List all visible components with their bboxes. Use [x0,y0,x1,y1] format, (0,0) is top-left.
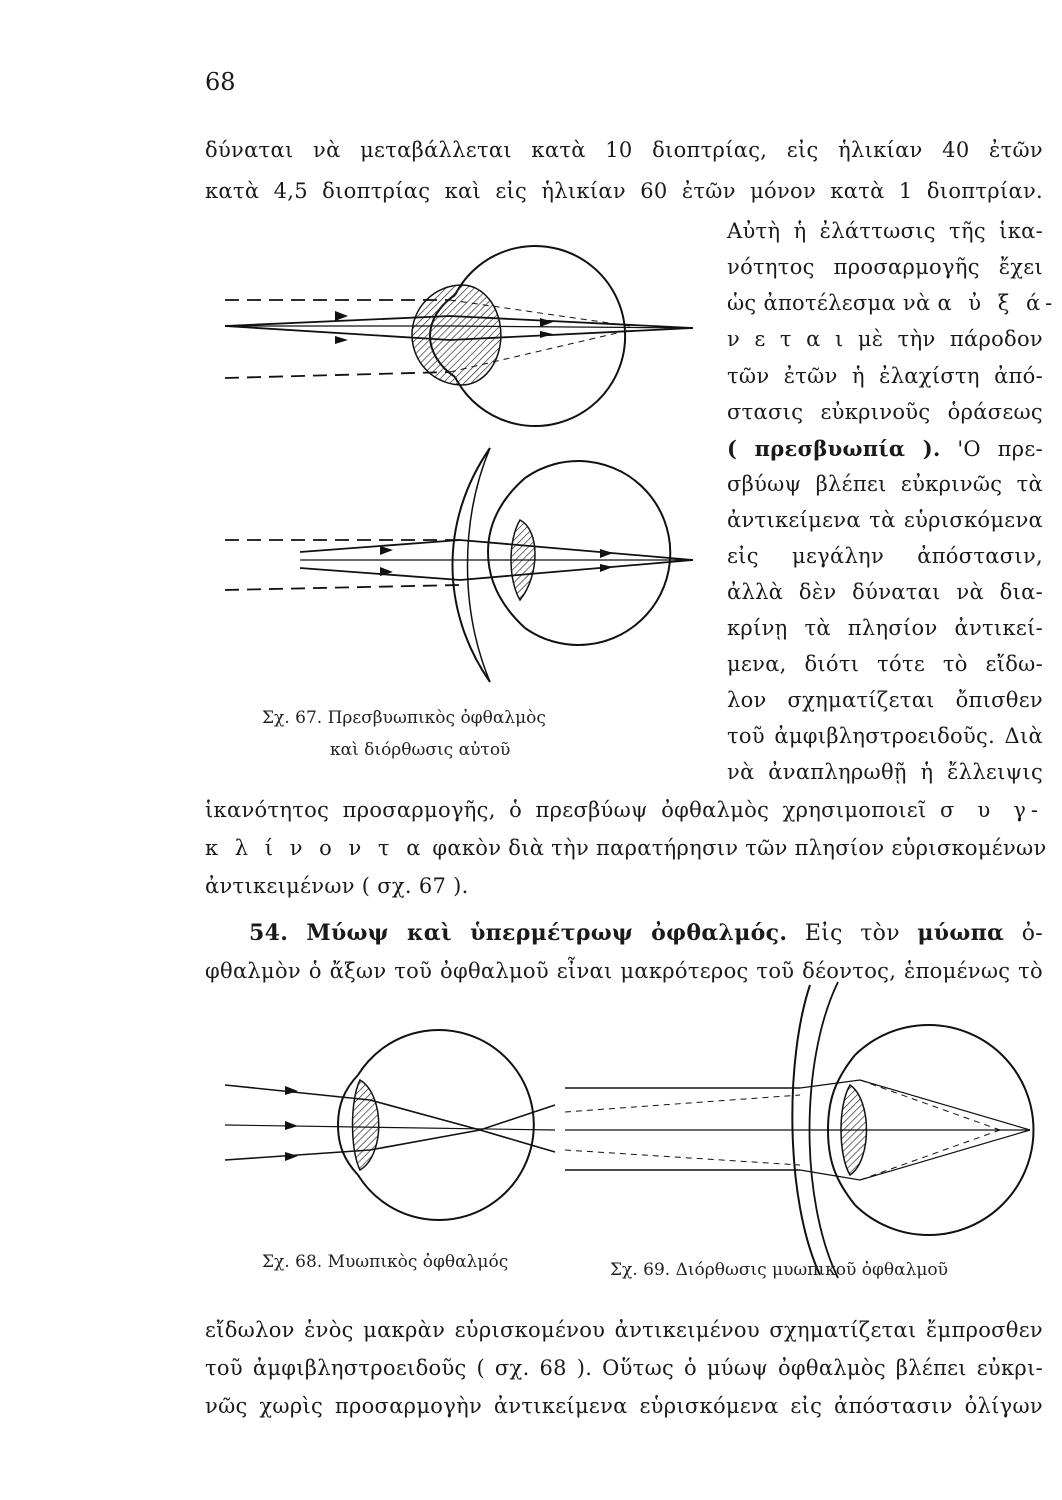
text-line: ἱκανότητος προσαρμογῆς, ὁ πρεσβύωψ ὀφθαλμὸς χρησιμοποιεῖ σ υ γ- [205,798,1043,822]
column-line: ( πρεσβυωπία ). 'Ο πρε- [727,436,1043,461]
column-line: λον σχηματίζεται ὄπισθεν [727,688,1043,712]
fig67-caption-line1: Σχ. 67. Πρεσβυωπικὸς ὀφθαλμὸς [262,708,546,728]
fig69-caption: Σχ. 69. Διόρθωσις μυωπικοῦ ὀφθαλμοῦ [610,1260,948,1280]
column-line: ἀντικείμενα τὰ εὑρισκόμενα [727,508,1043,532]
column-line: τῶν ἐτῶν ἡ ἐλαχίστη ἀπό- [727,364,1043,388]
text-line: κ λ ί ν ο ν τ α φακὸν διὰ τὴν παρατήρησιν τῶν πλησίον εὑρισκομένων [205,836,1047,860]
text-line: κατὰ 4,5 διοπτρίας καὶ εἰς ἡλικίαν 60 ἐτῶν μόνον κατὰ 1 διοπτρίαν. [205,179,1043,203]
text-line: ἀντικειμένων ( σχ. 67 ). [205,874,469,898]
column-line: νὰ ἀναπληρωθῇ ἡ ἔλλειψις [727,760,1043,784]
column-line: ν ε τ α ι μὲ τὴν πάροδον [727,327,1043,351]
column-line: σβύωψ βλέπει εὐκρινῶς τὰ [727,472,1043,496]
column-line: τοῦ ἀμφιβληστροειδοῦς. Διὰ [727,724,1043,748]
term-presbyopia: ( πρεσβυωπία ). [727,436,941,461]
text-line: τοῦ ἀμφιβληστροειδοῦς ( σχ. 68 ). Οὕτως ὁ μύωψ ὀφθαλμὸς βλέπει εὐκρι- [205,1356,1043,1380]
text-line: εἴδωλον ἑνὸς μακρὰν εὑρισκομένου ἀντικειμένου σχηματίζεται ἔμπροσθεν [205,1318,1043,1342]
column-line: στασις εὐκρινοῦς ὁράσεως [727,400,1043,424]
section-heading-line: 54. Μύωψ καὶ ὑπερμέτρωψ ὀφθαλμός. Εἰς τὸν μύωπα ὀ- [249,920,1044,946]
figure-69-corrected-eye [565,982,1033,1278]
fig67-caption-line2: καὶ διόρθωσις αὐτοῦ [330,740,511,760]
section-title: 54. Μύωψ καὶ ὑπερμέτρωψ ὀφθαλμός. [249,920,788,946]
figure-68-myopic-eye [225,1030,555,1220]
column-line: Αὐτὴ ἡ ἐλάττωσις τῆς ἱκα- [727,219,1043,243]
column-line: εἰς μεγάλην ἀπόστασιν, [727,544,1043,568]
page-number: 68 [205,68,236,96]
text-line: φθαλμὸν ὁ ἄξων τοῦ ὀφθαλμοῦ εἶναι μακρότερος τοῦ δέοντος, ἑπομένως τὸ [205,959,1043,983]
text-line: νῶς χωρὶς προσαρμογὴν ἀντικείμενα εὑρισκόμενα εἰς ἀπόστασιν ὀλίγων [205,1394,1043,1418]
column-line: ἀλλὰ δὲν δύναται νὰ δια- [727,580,1043,604]
fig68-caption: Σχ. 68. Μυωπικὸς ὀφθαλμός [262,1252,509,1272]
column-line: κρίνῃ τὰ πλησίον ἀντικεί- [727,616,1043,640]
corrected-eye-diagram [225,448,693,682]
column-line: μενα, διότι τότε τὸ εἴδω- [727,652,1043,676]
text-line: δύναται νὰ μεταβάλλεται κατὰ 10 διοπτρίας, εἰς ἡλικίαν 40 ἐτῶν [205,138,1043,162]
column-line: ὡς ἀποτέλεσμα νὰ α ὐ ξ ά- [727,291,1058,315]
column-line: νότητος προσαρμογῆς ἔχει [727,255,1043,279]
upper-eye-diagram [225,246,693,426]
